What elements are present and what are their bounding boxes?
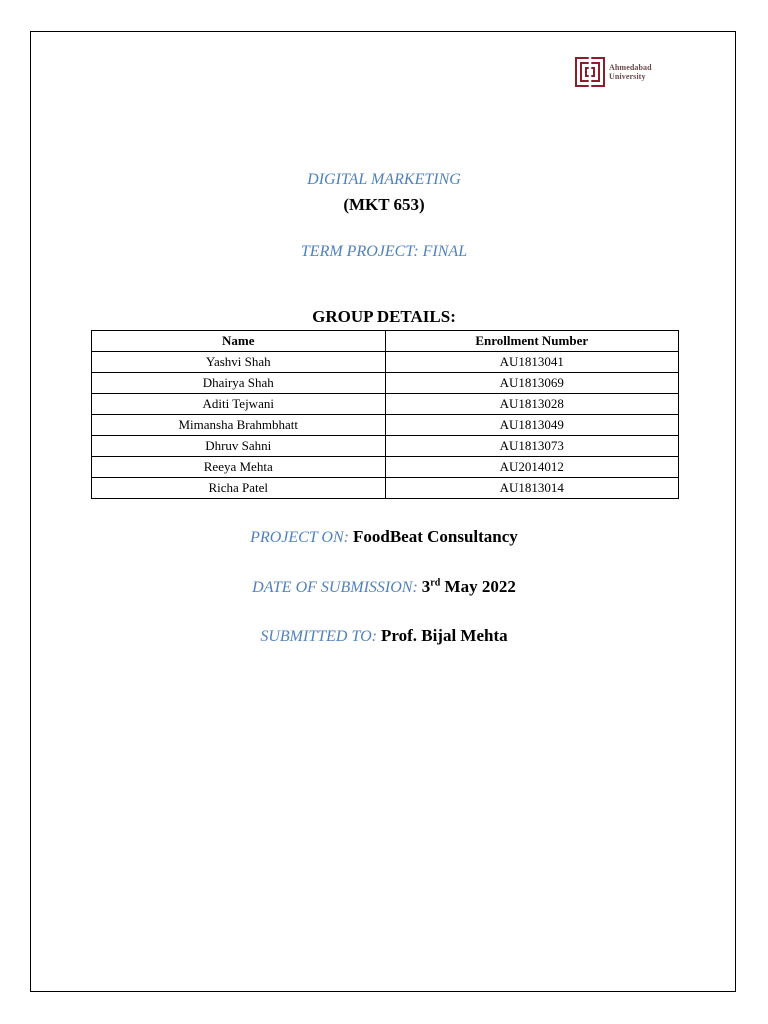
table-row: [92, 478, 679, 499]
member-enrollment: AU1813069: [385, 373, 679, 394]
member-enrollment: AU1813049: [385, 415, 679, 436]
submission-date-label: DATE OF SUBMISSION:: [252, 579, 418, 596]
member-name: Dhruv Sahni: [92, 436, 386, 457]
member-name: Aditi Tejwani: [92, 394, 386, 415]
submitted-to-label: SUBMITTED TO:: [260, 628, 377, 645]
submission-date-value: [422, 577, 516, 596]
logo-line-1: Ahmedabad: [609, 63, 652, 72]
member-enrollment: AU1813014: [385, 478, 679, 499]
logo-text: [609, 63, 652, 81]
group-details-table: [91, 330, 679, 499]
member-name: Yashvi Shah: [92, 352, 386, 373]
project-on-label: PROJECT ON:: [250, 529, 349, 546]
submission-month-year: May 2022: [444, 577, 516, 596]
member-enrollment: AU1813041: [385, 352, 679, 373]
course-title: DIGITAL MARKETING: [307, 171, 461, 188]
project-on-line: [0, 527, 768, 547]
member-enrollment: AU2014012: [385, 457, 679, 478]
column-header-enrollment: Enrollment Number: [385, 331, 679, 352]
submitted-to-value: Prof. Bijal Mehta: [380, 626, 508, 645]
logo-line-2: University: [609, 72, 646, 81]
submission-date-line: [0, 577, 768, 597]
table-row: [92, 457, 679, 478]
group-details-heading: GROUP DETAILS:: [312, 307, 456, 326]
table-row: [92, 352, 679, 373]
term-project-title: TERM PROJECT: FINAL: [300, 243, 468, 260]
member-name: Dhairya Shah: [92, 373, 386, 394]
project-on-value: FoodBeat Consultancy: [352, 527, 518, 546]
submitted-to-line: [0, 626, 768, 646]
course-code: (MKT 653): [343, 195, 425, 214]
table-header-row: [92, 331, 679, 352]
submission-day: 3: [421, 577, 431, 596]
table-row: [92, 436, 679, 457]
submission-day-suffix: rd: [430, 577, 441, 589]
member-name: Mimansha Brahmbhatt: [92, 415, 386, 436]
university-logo: [575, 57, 652, 87]
ahmedabad-university-logo-icon: [575, 57, 605, 87]
table-row: [92, 373, 679, 394]
member-enrollment: AU1813073: [385, 436, 679, 457]
table-row: [92, 394, 679, 415]
member-name: Richa Patel: [92, 478, 386, 499]
column-header-name: Name: [92, 331, 386, 352]
member-enrollment: AU1813028: [385, 394, 679, 415]
table-row: [92, 415, 679, 436]
member-name: Reeya Mehta: [92, 457, 386, 478]
